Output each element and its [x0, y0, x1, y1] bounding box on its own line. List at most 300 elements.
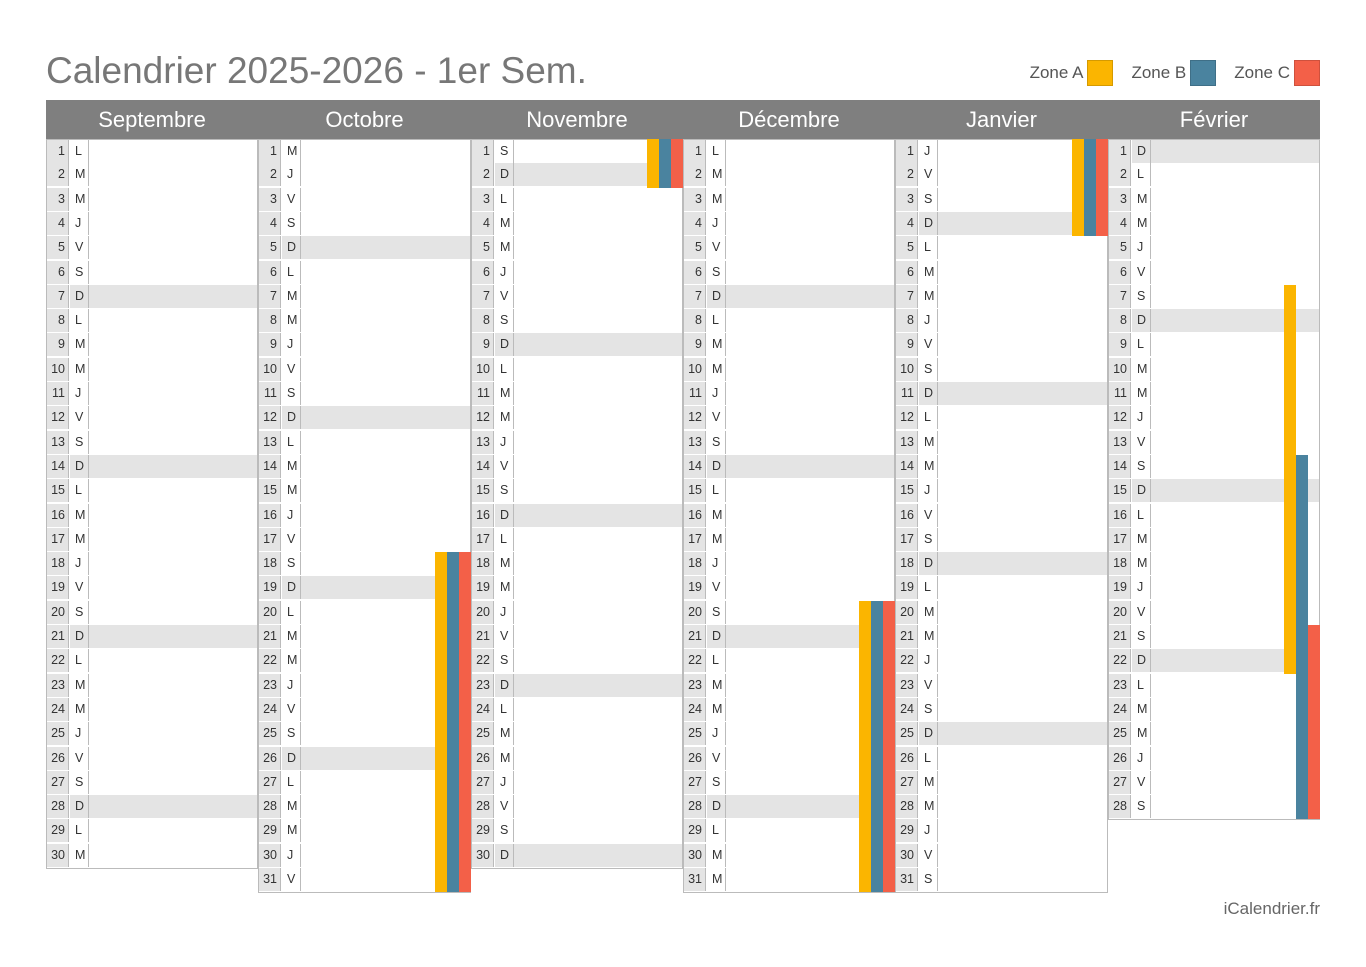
day-number: 13 — [47, 431, 69, 454]
day-number: 11 — [684, 382, 706, 405]
weekday-letter: M — [919, 771, 938, 794]
weekday-letter: J — [70, 722, 89, 745]
weekday-letter: S — [495, 819, 514, 842]
weekday-letter: D — [70, 455, 89, 478]
day-row — [895, 722, 1108, 748]
day-number: 6 — [472, 261, 494, 284]
weekday-letter: M — [919, 625, 938, 648]
legend-swatch-zone-a — [1087, 60, 1113, 86]
day-row — [46, 333, 258, 359]
day-row — [258, 382, 471, 407]
weekday-letter: J — [1132, 576, 1151, 599]
day-number: 7 — [259, 285, 281, 308]
day-number: 2 — [684, 163, 706, 186]
weekday-letter: M — [495, 576, 514, 599]
weekday-letter: J — [495, 771, 514, 794]
day-row — [471, 795, 683, 820]
day-number: 2 — [896, 163, 918, 186]
weekday-letter: S — [70, 431, 89, 454]
day-cell — [301, 261, 470, 284]
weekday-letter: M — [495, 236, 514, 259]
weekday-letter: J — [70, 212, 89, 235]
day-number: 9 — [1109, 333, 1131, 356]
month-header: Septembre — [46, 100, 258, 139]
day-cell — [938, 455, 1107, 478]
day-number: 10 — [1109, 358, 1131, 381]
day-row — [1108, 188, 1320, 213]
day-number: 10 — [259, 358, 281, 381]
weekday-letter: D — [70, 285, 89, 308]
day-number: 6 — [896, 261, 918, 284]
weekday-letter: S — [495, 140, 514, 163]
weekday-letter: L — [919, 747, 938, 770]
day-cell — [89, 406, 257, 429]
day-cell — [726, 285, 894, 308]
day-row — [471, 722, 683, 748]
day-number: 24 — [259, 698, 281, 721]
day-row — [1108, 722, 1320, 748]
weekday-letter: S — [919, 358, 938, 381]
day-cell — [1151, 188, 1319, 211]
weekday-letter: M — [495, 747, 514, 770]
day-row — [471, 236, 683, 262]
day-number: 27 — [259, 771, 281, 794]
day-number: 22 — [1109, 649, 1131, 672]
day-number: 13 — [259, 431, 281, 454]
day-number: 23 — [259, 674, 281, 697]
day-row — [258, 212, 471, 237]
weekday-letter: S — [282, 552, 301, 575]
day-row — [471, 528, 683, 553]
weekday-letter: S — [70, 771, 89, 794]
day-row — [1108, 674, 1320, 699]
day-row — [46, 722, 258, 748]
weekday-letter: V — [707, 406, 726, 429]
day-cell — [514, 358, 682, 381]
day-number: 15 — [684, 479, 706, 502]
day-number: 7 — [684, 285, 706, 308]
day-cell — [726, 188, 894, 211]
day-cell — [89, 819, 257, 842]
brand-footer: iCalendrier.fr — [1223, 899, 1320, 918]
weekday-letter: L — [70, 649, 89, 672]
weekday-letter: V — [1132, 601, 1151, 624]
day-row — [471, 479, 683, 505]
holiday-strip-zone-a — [1072, 139, 1084, 236]
day-row — [471, 382, 683, 407]
zone-legend — [1012, 60, 1320, 86]
day-cell — [726, 528, 894, 551]
day-row — [258, 406, 471, 432]
day-cell — [301, 140, 470, 163]
weekday-letter: J — [495, 261, 514, 284]
day-cell — [514, 406, 682, 429]
day-cell — [89, 479, 257, 502]
weekday-letter: M — [70, 504, 89, 527]
weekday-letter: V — [919, 333, 938, 356]
legend-swatch-zone-b — [1190, 60, 1216, 86]
weekday-letter: L — [1132, 163, 1151, 186]
day-row — [1108, 261, 1320, 286]
weekday-letter: M — [282, 309, 301, 332]
day-cell — [938, 771, 1107, 794]
day-cell — [514, 309, 682, 332]
day-number: 9 — [896, 333, 918, 356]
legend-item-zone-a — [1030, 60, 1114, 86]
day-number: 8 — [47, 309, 69, 332]
day-cell — [726, 455, 894, 478]
day-number: 12 — [47, 406, 69, 429]
weekday-letter: J — [495, 431, 514, 454]
day-cell — [301, 163, 470, 186]
day-row — [683, 139, 895, 164]
day-cell — [938, 261, 1107, 284]
day-number: 10 — [47, 358, 69, 381]
day-number: 14 — [1109, 455, 1131, 478]
day-row — [471, 698, 683, 723]
day-cell — [301, 479, 470, 502]
day-row — [895, 309, 1108, 334]
weekday-letter: V — [70, 236, 89, 259]
day-number: 14 — [684, 455, 706, 478]
day-cell — [726, 358, 894, 381]
weekday-letter: L — [1132, 333, 1151, 356]
day-number: 29 — [896, 819, 918, 842]
day-row — [683, 358, 895, 383]
weekday-letter: S — [707, 771, 726, 794]
weekday-letter: J — [70, 382, 89, 405]
day-cell — [726, 309, 894, 332]
month-header: Octobre — [258, 100, 471, 139]
weekday-letter: L — [1132, 674, 1151, 697]
day-number: 23 — [1109, 674, 1131, 697]
day-cell — [726, 382, 894, 405]
day-cell — [89, 455, 257, 478]
day-row — [46, 576, 258, 602]
day-cell — [938, 795, 1107, 818]
day-number: 16 — [684, 504, 706, 527]
day-number: 23 — [47, 674, 69, 697]
holiday-strip-zone-c — [459, 552, 471, 892]
day-cell — [89, 771, 257, 794]
day-cell — [89, 236, 257, 259]
day-cell — [1151, 261, 1319, 284]
day-cell — [938, 309, 1107, 332]
weekday-letter: V — [1132, 261, 1151, 284]
weekday-letter: L — [495, 188, 514, 211]
day-number: 17 — [684, 528, 706, 551]
day-cell — [726, 261, 894, 284]
day-row — [46, 528, 258, 553]
day-row — [895, 819, 1108, 845]
day-row — [46, 382, 258, 407]
day-number: 4 — [259, 212, 281, 235]
weekday-letter: V — [282, 528, 301, 551]
day-number: 9 — [684, 333, 706, 356]
day-cell — [301, 431, 470, 454]
weekday-letter: M — [70, 358, 89, 381]
day-number: 5 — [259, 236, 281, 259]
day-row — [471, 552, 683, 577]
day-row — [258, 285, 471, 310]
weekday-letter: M — [70, 188, 89, 211]
day-row — [258, 431, 471, 456]
day-number: 11 — [896, 382, 918, 405]
weekday-letter: L — [495, 528, 514, 551]
weekday-letter: V — [1132, 431, 1151, 454]
day-number: 24 — [684, 698, 706, 721]
day-number: 29 — [472, 819, 494, 842]
day-cell — [938, 431, 1107, 454]
day-number: 16 — [1109, 504, 1131, 527]
day-cell — [514, 625, 682, 648]
weekday-letter: L — [707, 819, 726, 842]
day-cell — [938, 333, 1107, 356]
weekday-letter: J — [919, 140, 938, 163]
day-cell — [89, 625, 257, 648]
day-row — [46, 261, 258, 286]
day-number: 22 — [684, 649, 706, 672]
day-number: 16 — [896, 504, 918, 527]
day-cell — [726, 431, 894, 454]
day-number: 21 — [259, 625, 281, 648]
day-number: 2 — [259, 163, 281, 186]
day-number: 24 — [47, 698, 69, 721]
weekday-letter: M — [1132, 698, 1151, 721]
day-number: 24 — [472, 698, 494, 721]
day-row — [895, 747, 1108, 772]
day-number: 12 — [1109, 406, 1131, 429]
day-row — [46, 601, 258, 626]
day-row — [683, 261, 895, 286]
day-row — [683, 163, 895, 189]
day-number: 29 — [684, 819, 706, 842]
day-cell — [726, 236, 894, 259]
day-row — [46, 504, 258, 529]
weekday-letter: M — [495, 382, 514, 405]
day-row — [471, 431, 683, 456]
day-row — [895, 406, 1108, 432]
weekday-letter: J — [70, 552, 89, 575]
weekday-letter: M — [707, 504, 726, 527]
day-cell — [514, 819, 682, 842]
weekday-letter: M — [70, 163, 89, 186]
day-cell — [89, 722, 257, 745]
day-row — [895, 698, 1108, 723]
day-row — [895, 382, 1108, 407]
day-row — [895, 844, 1108, 869]
weekday-letter: D — [282, 236, 301, 259]
weekday-letter: S — [1132, 625, 1151, 648]
weekday-letter: S — [707, 431, 726, 454]
day-number: 28 — [47, 795, 69, 818]
day-number: 24 — [896, 698, 918, 721]
day-row — [471, 819, 683, 845]
weekday-letter: M — [495, 406, 514, 429]
day-number: 17 — [472, 528, 494, 551]
day-row — [46, 139, 258, 164]
weekday-letter: D — [1132, 649, 1151, 672]
day-number: 6 — [259, 261, 281, 284]
day-row — [46, 771, 258, 796]
day-cell — [514, 795, 682, 818]
day-number: 10 — [472, 358, 494, 381]
day-cell — [938, 625, 1107, 648]
day-number: 25 — [472, 722, 494, 745]
weekday-letter: L — [70, 309, 89, 332]
day-cell — [938, 698, 1107, 721]
weekday-letter: J — [707, 212, 726, 235]
holiday-strip-zone-b — [447, 552, 459, 892]
day-row — [46, 747, 258, 772]
weekday-letter: V — [282, 188, 301, 211]
month-header: Janvier — [895, 100, 1108, 139]
weekday-letter: S — [919, 868, 938, 891]
weekday-letter: L — [70, 140, 89, 163]
weekday-letter: S — [707, 261, 726, 284]
weekday-letter: J — [495, 601, 514, 624]
day-row — [895, 868, 1108, 893]
weekday-letter: D — [70, 795, 89, 818]
holiday-strip-zone-a — [435, 552, 447, 892]
weekday-letter: V — [1132, 771, 1151, 794]
day-row — [258, 504, 471, 529]
day-number: 4 — [896, 212, 918, 235]
day-cell — [1151, 140, 1319, 163]
weekday-letter: L — [70, 479, 89, 502]
day-cell — [514, 722, 682, 745]
day-cell — [938, 649, 1107, 672]
weekday-letter: D — [707, 795, 726, 818]
day-row — [471, 504, 683, 529]
weekday-letter: V — [919, 504, 938, 527]
weekday-letter: S — [70, 601, 89, 624]
day-cell — [89, 528, 257, 551]
day-cell — [514, 649, 682, 672]
day-number: 25 — [47, 722, 69, 745]
weekday-letter: J — [707, 552, 726, 575]
day-cell — [89, 844, 257, 867]
day-row — [895, 431, 1108, 456]
day-number: 20 — [472, 601, 494, 624]
day-cell — [514, 576, 682, 599]
weekday-letter: M — [282, 625, 301, 648]
weekday-letter: M — [70, 674, 89, 697]
weekday-letter: D — [282, 747, 301, 770]
day-number: 5 — [1109, 236, 1131, 259]
day-cell — [938, 868, 1107, 891]
day-row — [895, 285, 1108, 310]
weekday-letter: D — [919, 722, 938, 745]
weekday-letter: V — [495, 795, 514, 818]
weekday-letter: V — [70, 576, 89, 599]
weekday-letter: S — [1132, 795, 1151, 818]
day-number: 16 — [472, 504, 494, 527]
holiday-strip-zone-c — [671, 139, 683, 188]
day-number: 5 — [47, 236, 69, 259]
weekday-letter: J — [919, 649, 938, 672]
day-row — [683, 431, 895, 456]
day-row — [683, 528, 895, 553]
day-number: 27 — [684, 771, 706, 794]
day-cell — [514, 528, 682, 551]
day-number: 14 — [47, 455, 69, 478]
weekday-letter: S — [282, 382, 301, 405]
day-cell — [89, 309, 257, 332]
weekday-letter: M — [70, 528, 89, 551]
weekday-letter: J — [707, 382, 726, 405]
day-number: 20 — [1109, 601, 1131, 624]
day-number: 27 — [472, 771, 494, 794]
day-number: 17 — [259, 528, 281, 551]
day-number: 3 — [1109, 188, 1131, 211]
day-cell — [89, 382, 257, 405]
day-row — [895, 649, 1108, 675]
weekday-letter: V — [495, 625, 514, 648]
day-number: 15 — [47, 479, 69, 502]
day-row — [471, 601, 683, 626]
day-cell — [514, 333, 682, 356]
weekday-letter: M — [707, 358, 726, 381]
weekday-letter: V — [495, 285, 514, 308]
day-number: 12 — [259, 406, 281, 429]
weekday-letter: V — [919, 844, 938, 867]
day-cell — [89, 285, 257, 308]
day-number: 3 — [259, 188, 281, 211]
day-number: 22 — [472, 649, 494, 672]
day-cell — [938, 358, 1107, 381]
weekday-letter: M — [919, 261, 938, 284]
day-row — [46, 625, 258, 650]
weekday-letter: V — [282, 358, 301, 381]
day-cell — [1151, 212, 1319, 235]
day-number: 22 — [47, 649, 69, 672]
weekday-letter: M — [1132, 358, 1151, 381]
holiday-strip-zone-b — [1084, 139, 1096, 236]
day-cell — [726, 406, 894, 429]
day-row — [683, 406, 895, 432]
day-cell — [938, 747, 1107, 770]
weekday-letter: J — [919, 819, 938, 842]
day-cell — [1151, 236, 1319, 259]
day-number: 18 — [259, 552, 281, 575]
day-row — [258, 358, 471, 383]
day-number: 13 — [472, 431, 494, 454]
day-row — [471, 309, 683, 334]
day-cell — [514, 455, 682, 478]
day-row — [683, 455, 895, 480]
holiday-strip-zone-c — [1096, 139, 1108, 236]
weekday-letter: M — [1132, 528, 1151, 551]
day-row — [46, 844, 258, 869]
day-cell — [726, 479, 894, 502]
day-row — [471, 844, 683, 869]
day-row — [258, 163, 471, 189]
day-row — [1108, 212, 1320, 237]
day-number: 20 — [47, 601, 69, 624]
day-number: 2 — [47, 163, 69, 186]
month-header: Février — [1108, 100, 1320, 139]
day-number: 8 — [472, 309, 494, 332]
day-row — [1108, 747, 1320, 772]
weekday-letter: D — [495, 674, 514, 697]
day-cell — [726, 140, 894, 163]
day-number: 12 — [896, 406, 918, 429]
day-cell — [89, 674, 257, 697]
day-row — [683, 285, 895, 310]
weekday-letter: M — [282, 819, 301, 842]
day-row — [683, 479, 895, 505]
